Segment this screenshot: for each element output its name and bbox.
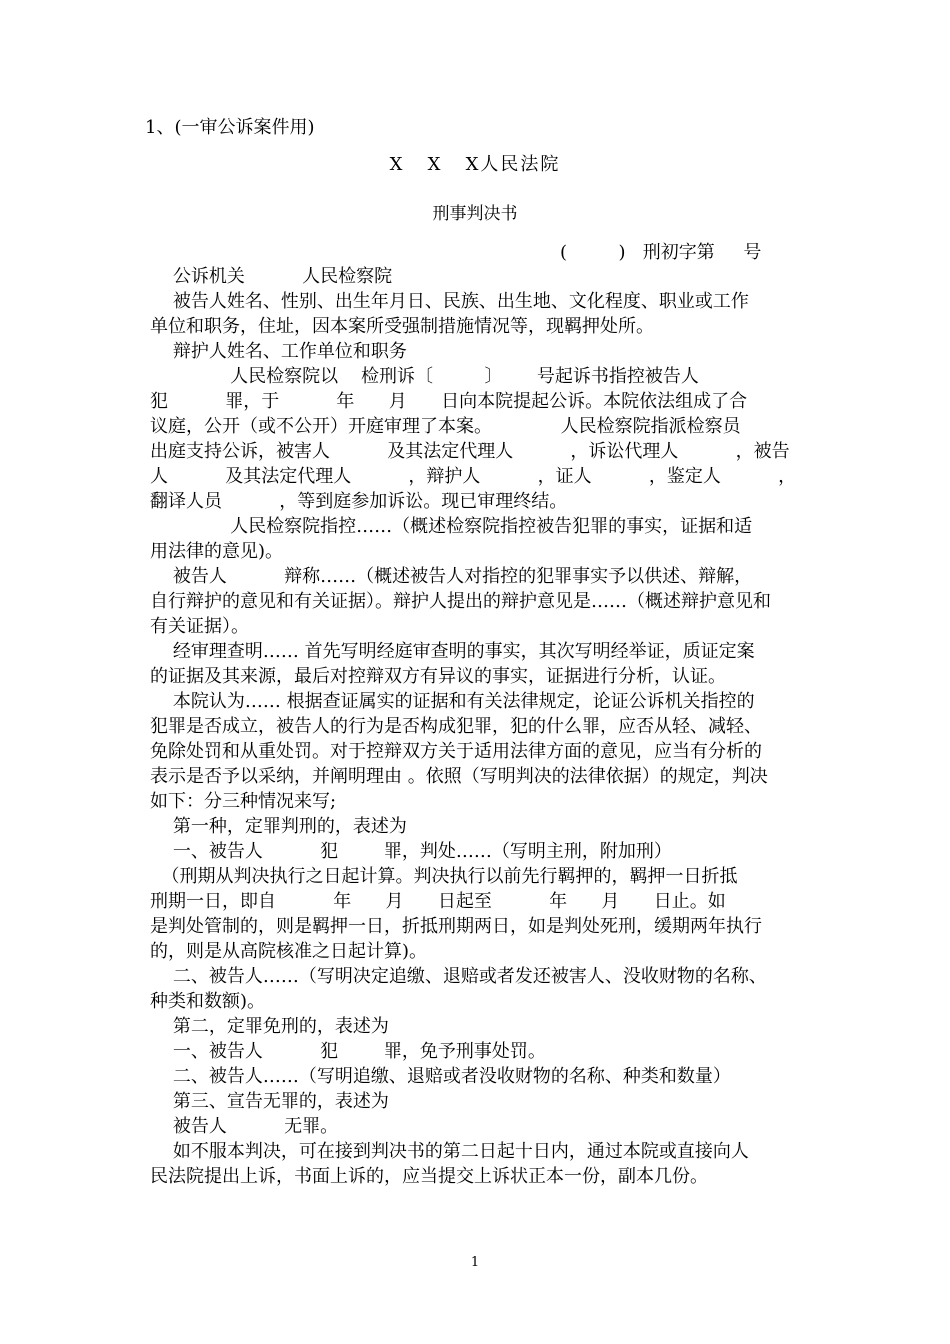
body-line: 的，则是从高院核准之日起计算)。 [150,941,428,962]
body-line: 被告人姓名、性别、出生年月日、民族、出生地、文化程度、职业或工作 [150,291,749,312]
body-line: 有关证据）。 [150,616,249,637]
body-line: 刑期一日，即自 年 月 日起至 年 月 日止。如 [150,891,726,912]
body-line: 第一种，定罪判刑的，表述为 [150,816,407,837]
body-line: 自行辩护的意见和有关证据）。辩护人提出的辩护意见是……（概述辩护意见和 [150,591,771,612]
body-line: 犯罪是否成立，被告人的行为是否构成犯罪，犯的什么罪，应否从轻、减轻、 [150,716,762,737]
body-line: 犯 罪，于 年 月 日向本院提起公诉。本院依法组成了合 [150,391,748,412]
body-line: 人 及其法定代理人 ，辩护人 ，证人 ，鉴定人 ， [150,466,797,487]
body-line: 种类和数额)。 [150,991,266,1012]
body-line: 表示是否予以采纳，并阐明理由 。依照（写明判决的法律依据）的规定，判决 [150,766,768,787]
body-line: 一、被告人 犯 罪，判处……（写明主刑，附加刑） [150,841,672,862]
page-number: 1 [470,1255,480,1270]
body-line: （刑期从判决执行之日起计算。判决执行以前先行羁押的，羁押一日折抵 [150,866,738,887]
body-line: 翻译人员 ，等到庭参加诉讼。现已审理终结。 [150,491,568,512]
body-line: 第二，定罪免刑的，表述为 [150,1016,389,1037]
body-line: 出庭支持公诉，被害人 及其法定代理人 ，诉讼代理人 ，被告 [150,441,790,462]
case-number: ( ) 刑初字第 号 [560,242,762,263]
body-line: 用法律的意见)。 [150,541,284,562]
body-line: 一、被告人 犯 罪，免予刑事处罚。 [150,1041,546,1062]
court-title: X X X人民法院 [389,154,561,175]
body-line: 二、被告人……（写明决定追缴、退赔或者发还被害人、没收财物的名称、 [150,966,767,987]
body-line: 议庭，公开（或不公开）开庭审理了本案。 人民检察院指派检察员 [150,416,741,437]
body-line: 二、被告人……（写明追缴、退赔或者没收财物的名称、种类和数量） [150,1066,731,1087]
document-title: 刑事判决书 [432,204,518,224]
document-caption: 1、(一审公诉案件用) [145,117,315,138]
body-line: 第三、宣告无罪的，表述为 [150,1091,389,1112]
body-line: 的证据及其来源，最后对控辩双方有异议的事实，证据进行分析，认证。 [150,666,726,687]
body-line: 本院认为…… 根据查证属实的证据和有关法律规定，论证公诉机关指控的 [150,691,755,712]
body-line: 被告人 辩称……（概述被告人对指控的犯罪事实予以供述、辩解， [150,566,753,587]
body-line: 免除处罚和从重处罚。对于控辩双方关于适用法律方面的意见，应当有分析的 [150,741,762,762]
body-line: 人民检察院以 检刑诉〔 〕 号起诉书指控被告人 [150,366,699,387]
body-line: 人民检察院指控……（概述检察院指控被告犯罪的事实，证据和适 [150,516,753,537]
body-line: 辩护人姓名、工作单位和职务 [150,341,407,362]
body-line: 民法院提出上诉，书面上诉的，应当提交上诉状正本一份，副本几份。 [150,1166,708,1187]
body-line: 是判处管制的，则是羁押一日，折抵刑期两日，如是判处死刑，缓期两年执行 [150,916,762,937]
body-line: 经审理查明…… 首先写明经庭审查明的事实，其次写明经举证，质证定案 [150,641,755,662]
body-line: 公诉机关 人民检察院 [150,266,393,287]
body-line: 如下：分三种情况来写; [150,791,337,812]
body-line: 被告人 无罪。 [150,1116,339,1137]
body-line: 如不服本判决，可在接到判决书的第二日起十日内，通过本院或直接向人 [150,1141,749,1162]
body-line: 单位和职务，住址，因本案所受强制措施情况等，现羁押处所。 [150,316,654,337]
